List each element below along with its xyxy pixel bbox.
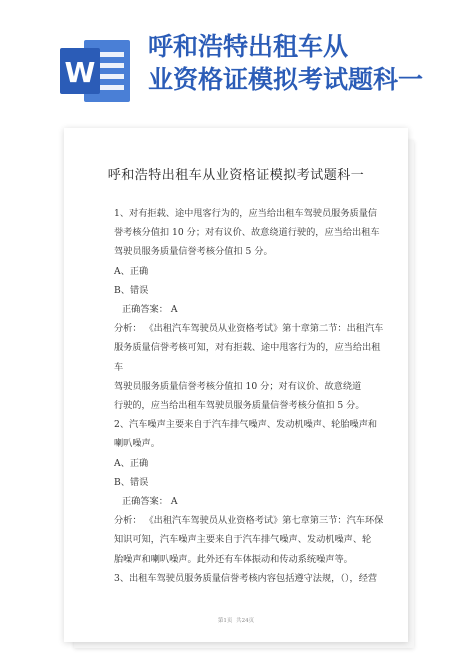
doc-line: 正确答案： A xyxy=(122,496,178,508)
doc-line: 服务质量信誉考核可知，对有拒载、途中甩客行为的，应当给出租车 xyxy=(114,342,381,373)
doc-line: 喇叭噪声。 xyxy=(114,438,160,450)
doc-line: 驾驶员服务质量信誉考核分值扣 5 分。 xyxy=(114,246,273,258)
page-headline xyxy=(148,30,474,96)
doc-line: 胎噪声和喇叭噪声。此外还有车体振动和传动系统噪声等。 xyxy=(114,553,353,565)
doc-line: A、正确 xyxy=(114,265,149,277)
document-preview[interactable] xyxy=(64,128,418,648)
doc-line: 驾驶员服务质量信誉考核分值扣 10 分；对有议价、故意绕道 xyxy=(114,380,362,392)
doc-line: 2、汽车噪声主要来自于汽车排气噪声、发动机噪声、轮胎噪声和 xyxy=(114,419,378,431)
doc-line: 1、对有拒载、途中甩客行为的，应当给出租车驾驶员服务质量信 xyxy=(114,208,378,219)
word-document-icon xyxy=(58,38,132,104)
doc-line: B、错误 xyxy=(114,284,149,296)
document-body xyxy=(114,204,384,588)
footer-page-total: 共24页 xyxy=(236,618,255,624)
footer-page-number: 第1页 xyxy=(217,618,233,624)
doc-line: 正确答案： A xyxy=(122,304,178,316)
doc-line: B、错误 xyxy=(114,476,149,488)
doc-line: 誉考核分值扣 10 分；对有议价、故意绕道行驶的，应当给出租车 xyxy=(114,227,380,239)
doc-line: A、正确 xyxy=(114,457,149,469)
document-page xyxy=(64,128,408,642)
doc-line: 分析： 《出租汽车驾驶员从业资格考试》第十章第二节：出租汽车 xyxy=(114,323,384,335)
header-banner xyxy=(0,0,474,118)
doc-line: 分析： 《出租汽车驾驶员从业资格考试》第七章第三节：汽车环保 xyxy=(114,515,384,527)
doc-line: 行驶的，应当给出租车驾驶员服务质量信誉考核分值扣 5 分。 xyxy=(114,400,365,412)
page-footer xyxy=(64,616,408,624)
word-logo-letter: W xyxy=(64,56,96,89)
headline-line-2: 业资格证模拟考试题科一 xyxy=(148,65,424,94)
headline-line-1: 呼和浩特出租车从 xyxy=(148,32,349,61)
document-title: 呼和浩特出租车从业资格证模拟考试题科一 xyxy=(107,168,365,183)
doc-line: 知识可知，汽车噪声主要来自于汽车排气噪声、发动机噪声、轮 xyxy=(114,534,372,546)
doc-line: 3、出租车驾驶员服务质量信誉考核内容包括遵守法规，（），经营 xyxy=(114,572,378,584)
